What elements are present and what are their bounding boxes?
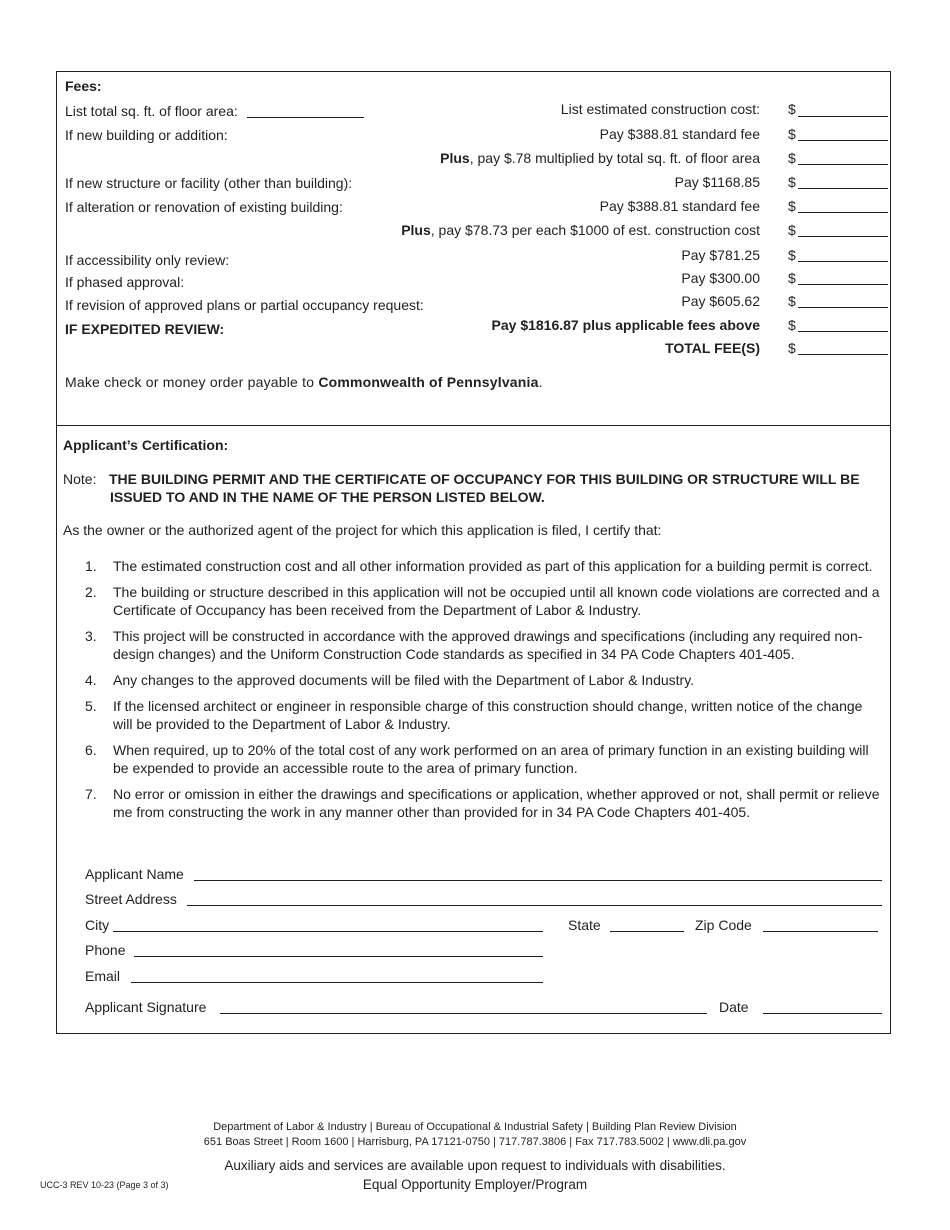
payable-to: Commonwealth of Pennsylvania — [318, 374, 539, 390]
currency-symbol: $ — [788, 293, 796, 309]
list-item — [85, 697, 885, 733]
new-structure-label: If new structure or facility (other than building): — [65, 175, 353, 191]
structure-fee-label: Pay $1168.85 — [674, 174, 760, 190]
revision-fee-label: Pay $605.62 — [681, 293, 760, 309]
phased-label: If phased approval: — [65, 274, 185, 290]
state-field[interactable] — [610, 931, 684, 932]
expedited-label: IF EXPEDITED REVIEW: — [65, 321, 225, 337]
per-sqft-fee-field[interactable] — [798, 164, 888, 165]
construction-cost-label: List estimated construction cost: — [560, 101, 760, 117]
standard-fee-2-field[interactable] — [798, 212, 888, 213]
footer-eoe: Equal Opportunity Employer/Program — [362, 1177, 588, 1192]
total-fees-label: TOTAL FEE(S) — [665, 340, 760, 356]
certification-list — [85, 557, 885, 829]
revision-label: If revision of approved plans or partial occupancy request: — [65, 297, 424, 313]
item-text: This project will be constructed in accordance with the approved drawings and specifications (including any required non-design changes) and the Uniform Construction Code standards as specified in 34 PA Code Chapters 401-405. — [113, 628, 863, 662]
standard-fee-1-field[interactable] — [798, 140, 888, 141]
item-number: 4. — [85, 672, 97, 688]
currency-symbol: $ — [788, 270, 796, 286]
note-line-1: THE BUILDING PERMIT AND THE CERTIFICATE OF OCCUPANCY FOR THIS BUILDING OR STRUCTURE WILL BE — [109, 471, 860, 487]
phone-label: Phone — [85, 942, 126, 958]
footer-address: 651 Boas Street | Room 1600 | Harrisburg, PA 17121-0750 | 717.787.3806 | Fax 717.783.5002 | www.dli.pa.gov — [203, 1136, 747, 1148]
item-number: 5. — [85, 698, 97, 714]
accessibility-label: If accessibility only review: — [65, 252, 230, 268]
street-address-field[interactable] — [187, 905, 882, 906]
city-label: City — [85, 917, 110, 933]
email-label: Email — [85, 968, 121, 984]
total-fees-field[interactable] — [798, 354, 888, 355]
alteration-label: If alteration or renovation of existing building: — [65, 199, 343, 215]
fees-heading: Fees: — [65, 78, 102, 94]
structure-fee-field[interactable] — [798, 188, 888, 189]
applicant-name-field[interactable] — [194, 880, 882, 881]
certification-section — [56, 425, 891, 1034]
expedited-fee-field[interactable] — [798, 331, 888, 332]
list-item — [85, 627, 885, 663]
per-sqft-fee-label — [440, 150, 760, 167]
currency-symbol: $ — [788, 340, 796, 356]
floor-area-label: List total sq. ft. of floor area: — [65, 103, 238, 119]
item-number: 3. — [85, 628, 97, 644]
accessibility-fee-label: Pay $781.25 — [681, 247, 760, 263]
currency-symbol: $ — [788, 126, 796, 142]
date-field[interactable] — [763, 1013, 882, 1014]
item-text: When required, up to 20% of the total cost of any work performed on an area of primary function in an existing building will be expended to provide an accessible route to the area of primary function. — [113, 742, 869, 776]
currency-symbol: $ — [788, 150, 796, 166]
plus-word: Plus — [401, 222, 431, 238]
email-field[interactable] — [131, 982, 543, 983]
list-item — [85, 671, 885, 689]
item-text: No error or omission in either the drawings and specifications or application, whether approved or not, shall permit or relieve me from constructing the work in any manner other than provided for in 34 PA Code Chapters 401-405. — [113, 786, 880, 820]
list-item — [85, 785, 885, 821]
currency-symbol: $ — [788, 198, 796, 214]
accessibility-fee-field[interactable] — [798, 261, 888, 262]
signature-field[interactable] — [220, 1013, 707, 1014]
item-text: The estimated construction cost and all other information provided as part of this application for a building permit is correct. — [113, 558, 873, 574]
phone-field[interactable] — [134, 956, 543, 957]
phased-fee-field[interactable] — [798, 284, 888, 285]
zip-code-label: Zip Code — [695, 917, 752, 933]
list-item — [85, 557, 885, 575]
per-thousand-text: , pay $78.73 per each $1000 of est. construction cost — [430, 222, 760, 238]
currency-symbol: $ — [788, 222, 796, 238]
item-number: 1. — [85, 558, 97, 574]
standard-fee-2-label: Pay $388.81 standard fee — [599, 198, 760, 214]
city-field[interactable] — [113, 931, 543, 932]
payable-suffix: . — [538, 374, 543, 390]
note-label: Note: — [63, 471, 97, 487]
date-label: Date — [719, 999, 749, 1015]
signature-label: Applicant Signature — [85, 999, 207, 1015]
list-item — [85, 741, 885, 777]
item-number: 7. — [85, 786, 97, 802]
item-text: If the licensed architect or engineer in responsible charge of this construction should change, written notice of the change will be provided to the Department of Labor & Industry. — [113, 698, 863, 732]
street-address-label: Street Address — [85, 891, 177, 907]
zip-code-field[interactable] — [763, 931, 878, 932]
state-label: State — [568, 917, 601, 933]
certification-heading: Applicant’s Certification: — [63, 437, 229, 453]
payable-prefix: Make check or money order payable to — [65, 374, 319, 390]
standard-fee-1-label: Pay $388.81 standard fee — [599, 126, 760, 142]
item-text: Any changes to the approved documents will be filed with the Department of Labor & Industry. — [113, 672, 695, 688]
footer-department: Department of Labor & Industry | Bureau of Occupational & Industrial Safety | Building Plan Review Division — [213, 1121, 737, 1133]
construction-cost-field[interactable] — [798, 116, 888, 117]
plus-word: Plus — [440, 150, 470, 166]
per-thousand-fee-label — [401, 222, 760, 239]
fees-section — [56, 71, 891, 426]
per-sqft-text: , pay $.78 multiplied by total sq. ft. of floor area — [469, 150, 760, 166]
new-building-label: If new building or addition: — [65, 127, 228, 143]
form-code: UCC-3 REV 10-23 (Page 3 of 3) — [40, 1180, 169, 1190]
per-thousand-fee-field[interactable] — [798, 236, 888, 237]
currency-symbol: $ — [788, 174, 796, 190]
currency-symbol: $ — [788, 247, 796, 263]
item-number: 2. — [85, 584, 97, 600]
note-line-2: ISSUED TO AND IN THE NAME OF THE PERSON LISTED BELOW. — [110, 489, 545, 505]
footer-accessibility: Auxiliary aids and services are available upon request to individuals with disabilities. — [224, 1158, 726, 1173]
applicant-name-label: Applicant Name — [85, 866, 184, 882]
expedited-fee-label: Pay $1816.87 plus applicable fees above — [491, 317, 760, 333]
certification-intro: As the owner or the authorized agent of the project for which this application is filed, I certify that: — [63, 522, 662, 538]
payable-note — [65, 374, 543, 391]
list-item — [85, 583, 885, 619]
currency-symbol: $ — [788, 317, 796, 333]
currency-symbol: $ — [788, 101, 796, 117]
item-number: 6. — [85, 742, 97, 758]
floor-area-field[interactable] — [247, 117, 364, 118]
item-text: The building or structure described in this application will not be occupied until all known code violations are corrected and a Certificate of Occupancy has been received from the Department of Labor & Industry. — [113, 584, 880, 618]
revision-fee-field[interactable] — [798, 307, 888, 308]
phased-fee-label: Pay $300.00 — [681, 270, 760, 286]
